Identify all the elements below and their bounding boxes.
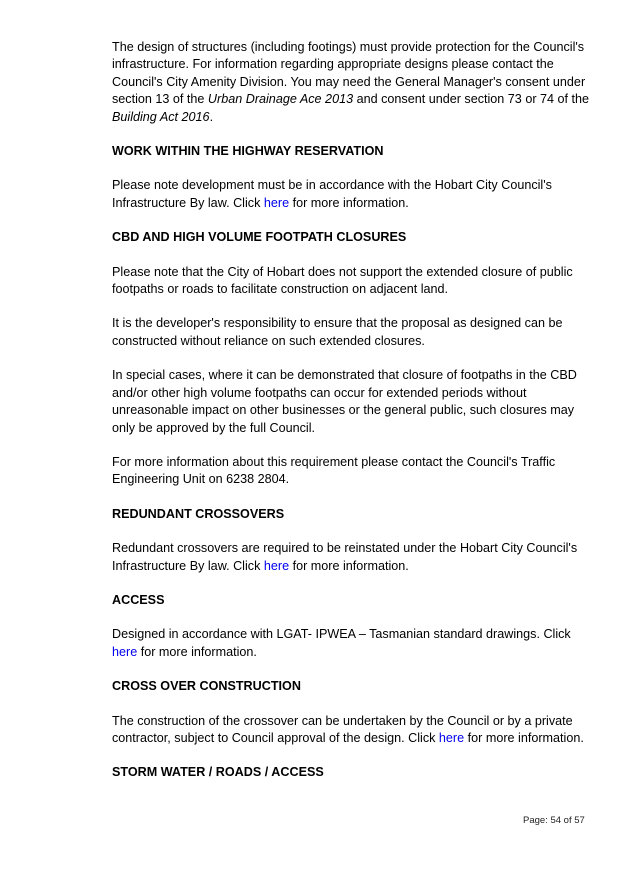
- crossover-text-after: for more information.: [464, 730, 584, 745]
- highway-paragraph: [112, 177, 590, 212]
- intro-text-3: .: [209, 109, 214, 124]
- access-here-link[interactable]: here: [112, 644, 138, 659]
- heading-cbd-closures: CBD AND HIGH VOLUME FOOTPATH CLOSURES: [112, 230, 407, 245]
- redundant-text-after: for more information.: [289, 558, 409, 573]
- intro-text-1: The design of structures (including footings) must provide protection for the Council's infrastructure. For information regarding appropriate designs please contact the Council's City Amenity Division. You may need the General Manager's consent under section 13 of the: [112, 40, 586, 107]
- redundant-text-before: Redundant crossovers are required to be reinstated under the Hobart City Council's Infrastructure By law. Click: [112, 541, 578, 573]
- document-page: [112, 39, 590, 799]
- intro-text-2: and consent under section 73 or 74 of the: [353, 92, 590, 107]
- access-paragraph: [112, 626, 590, 661]
- redundant-paragraph: [112, 540, 590, 575]
- heading-highway-reservation: WORK WITHIN THE HIGHWAY RESERVATION: [112, 144, 384, 159]
- highway-text-before: Please note development must be in accordance with the Hobart City Council's Infrastructure By law. Click: [112, 178, 552, 210]
- crossover-paragraph: [112, 713, 590, 748]
- cbd-paragraph-2: It is the developer's responsibility to ensure that the proposal as designed can be constructed without reliance on such extended closures.: [112, 316, 563, 348]
- access-text-after: for more information.: [137, 644, 257, 659]
- cbd-paragraph-3: In special cases, where it can be demonstrated that closure of footpaths in the CBD and/or other high volume footpaths can occur for extended periods without unreasonable impact on other businesses or the general public, such closures may only be approved by the full Council.: [112, 368, 577, 435]
- intro-paragraph: [112, 39, 590, 126]
- crossover-here-link[interactable]: here: [438, 730, 465, 745]
- crossover-text-before: The construction of the crossover can be undertaken by the Council or by a private contractor, subject to Council approval of the design. Click: [112, 713, 573, 745]
- cbd-paragraph-1: Please note that the City of Hobart does not support the extended closure of public footpaths or roads to facilitate construction on adjacent land.: [112, 264, 573, 297]
- heading-stormwater-roads-access: STORM WATER / ROADS / ACCESS: [112, 765, 324, 780]
- highway-text-after: for more information.: [289, 195, 409, 210]
- heading-redundant-crossovers: REDUNDANT CROSSOVERS: [112, 506, 285, 521]
- intro-italic-act-2: Building Act 2016: [112, 109, 210, 124]
- page-number-footer: Page: 54 of 57: [523, 815, 585, 826]
- access-text-before: Designed in accordance with LGAT- IPWEA – Tasmanian standard drawings. Click: [112, 627, 571, 642]
- highway-here-link[interactable]: here: [263, 195, 290, 210]
- heading-crossover-construction: CROSS OVER CONSTRUCTION: [112, 679, 301, 694]
- redundant-here-link[interactable]: here: [263, 558, 290, 573]
- intro-italic-act-1: Urban Drainage Ace 2013: [207, 92, 354, 107]
- heading-access: ACCESS: [112, 592, 165, 607]
- cbd-paragraph-4: For more information about this requirement please contact the Council's Traffic Engineering Unit on 6238 2804.: [112, 454, 556, 487]
